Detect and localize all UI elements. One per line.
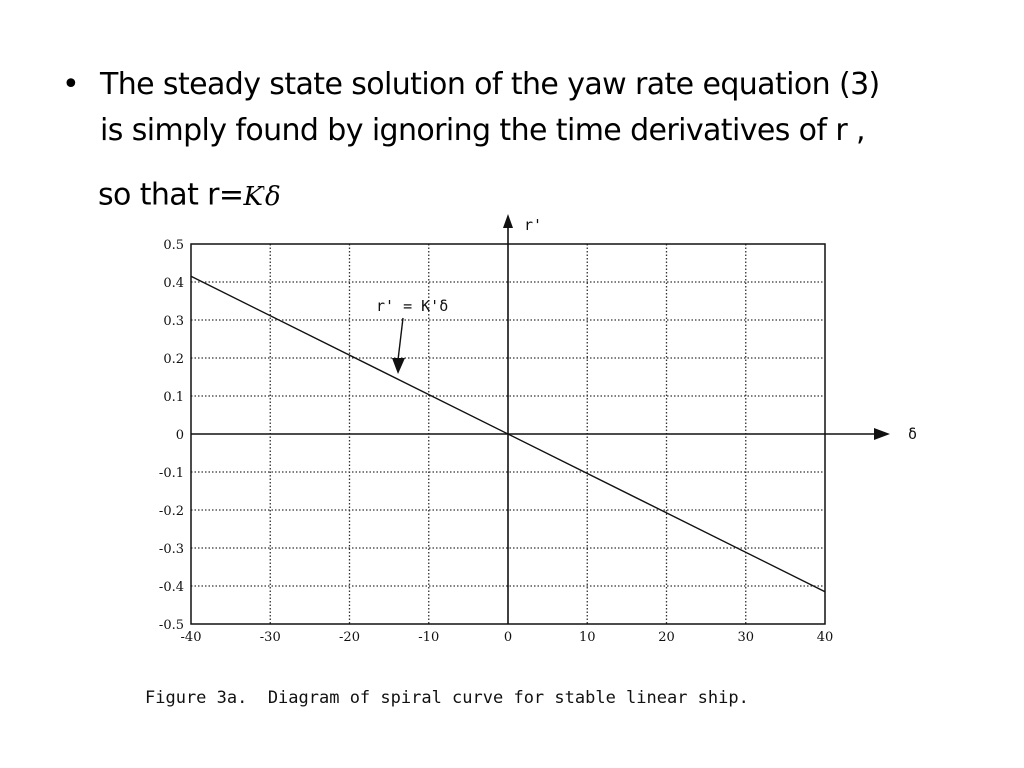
- y-tick-label: -0.1: [158, 466, 184, 481]
- y-tick-label: 0: [175, 428, 184, 443]
- formula-prime: ': [262, 184, 265, 198]
- chart-annotations: [376, 297, 448, 374]
- y-tick-label: 0.3: [163, 314, 184, 329]
- x-tick-label: 10: [578, 630, 596, 645]
- y-tick-label: 0.5: [163, 238, 184, 253]
- equation-annotation: r' = K'δ: [376, 297, 449, 315]
- x-tick-label: 0: [503, 630, 513, 645]
- bullet-text-line-2: is simply found by ignoring the time derivatives of r ,: [100, 113, 865, 148]
- x-axis-arrow-icon: [874, 428, 890, 440]
- x-axis-label: δ: [908, 425, 918, 443]
- y-tick-label: 0.1: [163, 390, 184, 405]
- annotation-arrow-icon: [392, 358, 405, 374]
- bullet-dot: •: [62, 67, 80, 102]
- formula-base: K: [243, 181, 263, 212]
- x-tick-label: 20: [658, 630, 675, 645]
- x-tick-label: -20: [339, 630, 360, 645]
- formula-delta: δ: [264, 181, 281, 212]
- x-tick-label: -10: [418, 630, 440, 645]
- y-tick-label: 0.2: [163, 352, 184, 367]
- x-tick-label: 30: [737, 630, 755, 645]
- y-tick-label: -0.4: [158, 580, 184, 595]
- y-tick-label: 0.4: [163, 276, 184, 291]
- figure-caption: Figure 3a. Diagram of spiral curve for stable linear ship.: [145, 688, 749, 708]
- y-tick-label: -0.2: [158, 504, 184, 519]
- annotation-pointer-line: [398, 318, 403, 360]
- y-axis-label: r': [524, 216, 543, 234]
- y-tick-label: -0.3: [158, 542, 184, 557]
- y-axis-arrow-icon: [503, 214, 513, 228]
- x-tick-label: -40: [180, 630, 202, 645]
- y-tick-label: -0.5: [158, 618, 184, 633]
- chart-axes: [191, 214, 890, 624]
- bullet-text-line-1: The steady state solution of the yaw rate equation (3): [100, 67, 880, 102]
- formula-prefix: so that r=: [98, 177, 244, 213]
- x-tick-label: 40: [816, 630, 834, 645]
- x-tick-label: -30: [259, 630, 281, 645]
